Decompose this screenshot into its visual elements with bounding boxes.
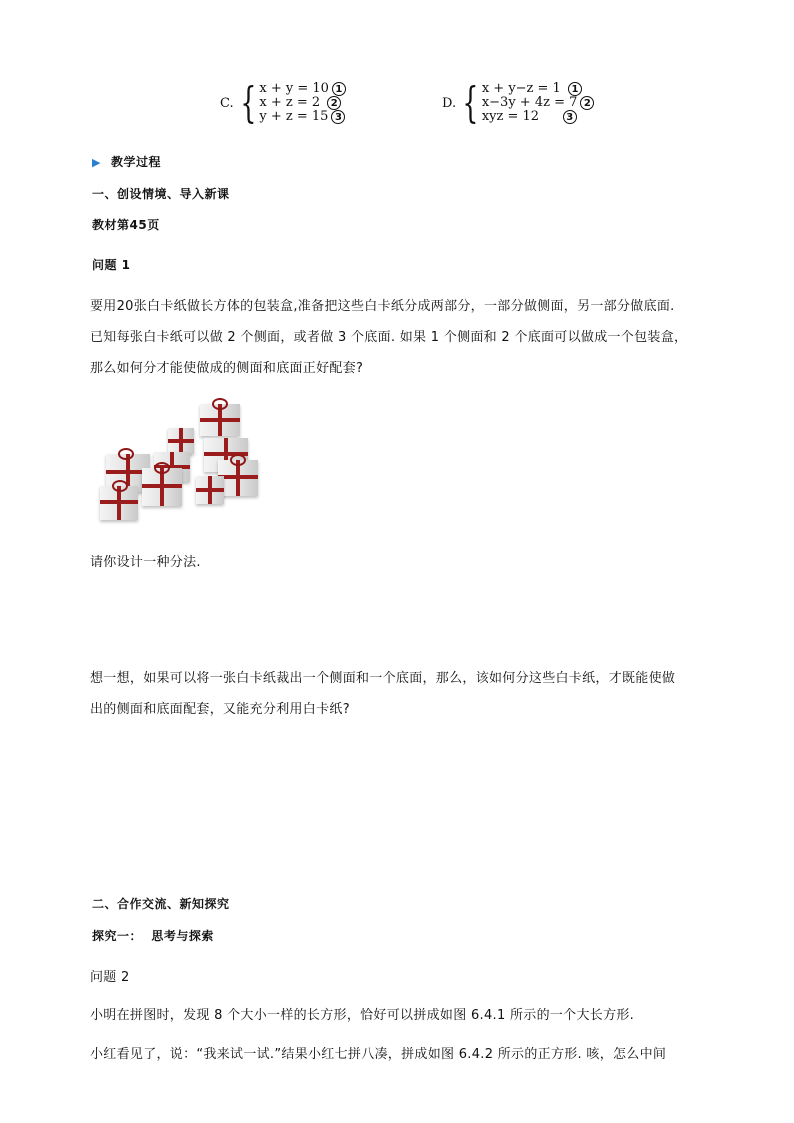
think-line: 出的侧面和底面配套，又能充分利用白卡纸?	[90, 702, 350, 717]
design-prompt: 请你设计一种分法.	[90, 555, 201, 570]
section-marker	[92, 153, 161, 170]
circled-number: 2	[327, 96, 341, 110]
question-1-title: 问题 1	[92, 258, 131, 272]
equation	[482, 110, 595, 124]
question-2-line: 小明在拼图时，发现 8 个大小一样的长方形，恰好可以拼成如图 6.4.1 所示的一个大长方形.	[90, 1008, 635, 1023]
equation	[259, 96, 346, 110]
equation-text: x−3y + 4z = 7	[481, 95, 578, 110]
explore-1-title: 探究一： 思考与探索	[92, 929, 214, 943]
equation-text: y + z = 15	[259, 109, 329, 124]
equation	[482, 96, 595, 110]
think-line: 想一想，如果可以将一张白卡纸裁出一个侧面和一个底面，那么，该如何分这些白卡纸，才既能使做	[90, 671, 676, 686]
heading-1: 一、创设情境、导入新课	[92, 187, 230, 201]
section-marker-text: 教学过程	[110, 155, 161, 169]
equation-text: xyz = 12	[481, 109, 560, 124]
triangle-bullet-icon: ▶	[92, 156, 101, 169]
question-2-title: 问题 2	[90, 970, 130, 985]
circled-number: 3	[563, 110, 577, 124]
brace: {	[462, 78, 479, 127]
equation	[482, 82, 595, 96]
question-1-line: 那么如何分才能使做成的侧面和底面正好配套?	[90, 361, 364, 376]
equation-text: x + y = 10	[259, 81, 329, 96]
textbook-reference: 教材第45页	[92, 218, 160, 232]
heading-2: 二、合作交流、新知探究	[92, 897, 230, 911]
circled-number: 1	[568, 82, 582, 96]
circled-number: 1	[332, 82, 346, 96]
equation-list	[482, 82, 595, 124]
equation-list	[259, 82, 346, 124]
equation-text: x + z = 2	[259, 95, 325, 110]
question-1-line: 要用20张白卡纸做长方体的包装盒,准备把这些白卡纸分成两部分，一部分做侧面，另一部分做底面.	[90, 299, 675, 314]
equation-text: x + y−z = 1	[481, 81, 565, 96]
question-1-line: 已知每张白卡纸可以做 2 个侧面，或者做 3 个底面. 如果 1 个侧面和 2 个底面可以做成一个包装盒，	[90, 330, 688, 345]
system-option-c	[220, 78, 346, 127]
question-2-line: 小红看见了，说：“我来试一试.”结果小红七拼八凑，拼成如图 6.4.2 所示的正方形. 咳，怎么中间	[90, 1047, 667, 1062]
system-option-d	[442, 78, 594, 127]
equation	[259, 110, 346, 124]
option-label: D.	[442, 95, 457, 111]
circled-number: 2	[580, 96, 594, 110]
equation	[259, 82, 346, 96]
brace: {	[239, 78, 257, 127]
option-label: C.	[220, 95, 234, 111]
circled-number: 3	[331, 110, 345, 124]
gift-boxes-image	[92, 398, 264, 526]
